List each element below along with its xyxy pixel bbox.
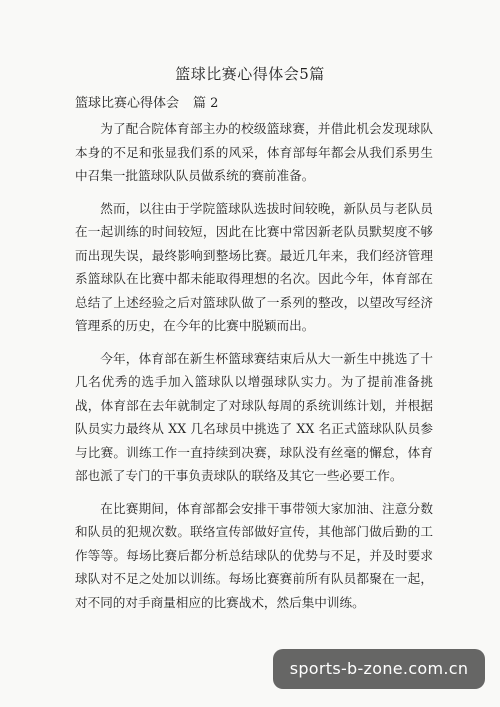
document-title: 篮球比赛心得体会5篇 — [175, 65, 325, 83]
document-body — [75, 117, 433, 623]
section-subtitle — [75, 92, 218, 111]
paragraph: 为了配合院体育部主办的校级篮球赛，并借此机会发现球队本身的不足和张显我们系的风采，体育部每年都会从我们系男生中召集一批篮球队队员做系统的赛前准备。 — [75, 121, 433, 183]
subtitle-main: 篮球比赛心得体会 — [75, 96, 180, 111]
subtitle-part: 篇 2 — [193, 96, 219, 111]
paragraph: 然而，以往由于学院篮球队选拔时间较晚，新队员与老队员在一起训练的时间较短，因此在比赛中常因新老队员默契度不够而出现失误，最终影响到整场比赛。最近几年来，我们经济管理系篮球队在比赛中都未能取得理想的名次。因此今年，体育部在总结了上述经验之后对篮球队做了一系列的整改，以望改写经济管理系的历史，在今年的比赛中脱颖而出。 — [75, 200, 433, 333]
paragraph: 今年，体育部在新生杯篮球赛结束后从大一新生中挑选了十几名优秀的选手加入篮球队以增强球队实力。为了提前准备挑战，体育部在去年就制定了对球队每周的系统训练计划，并根据队员实力最终从 XX 几名球员中挑选了 XX 名正式篮球队队员参与比赛。训练工作一直持续到决赛，球队没有丝毫的懈怠，体育部也派了专门的干事负责球队的联络及其它一些必要工作。 — [75, 350, 433, 483]
site-watermark: sports-b-zone.com.cn — [273, 649, 485, 689]
paragraph: 在比赛期间，体育部都会安排干事带领大家加油、注意分数和队员的犯规次数。联络宣传部做好宣传，其他部门做后勤的工作等等。每场比赛后都分析总结球队的优势与不足，并及时要求球队对不足之处加以训练。每场比赛赛前所有队员都聚在一起，对不同的对手商量相应的比赛战术，然后集中训练。 — [75, 500, 433, 610]
